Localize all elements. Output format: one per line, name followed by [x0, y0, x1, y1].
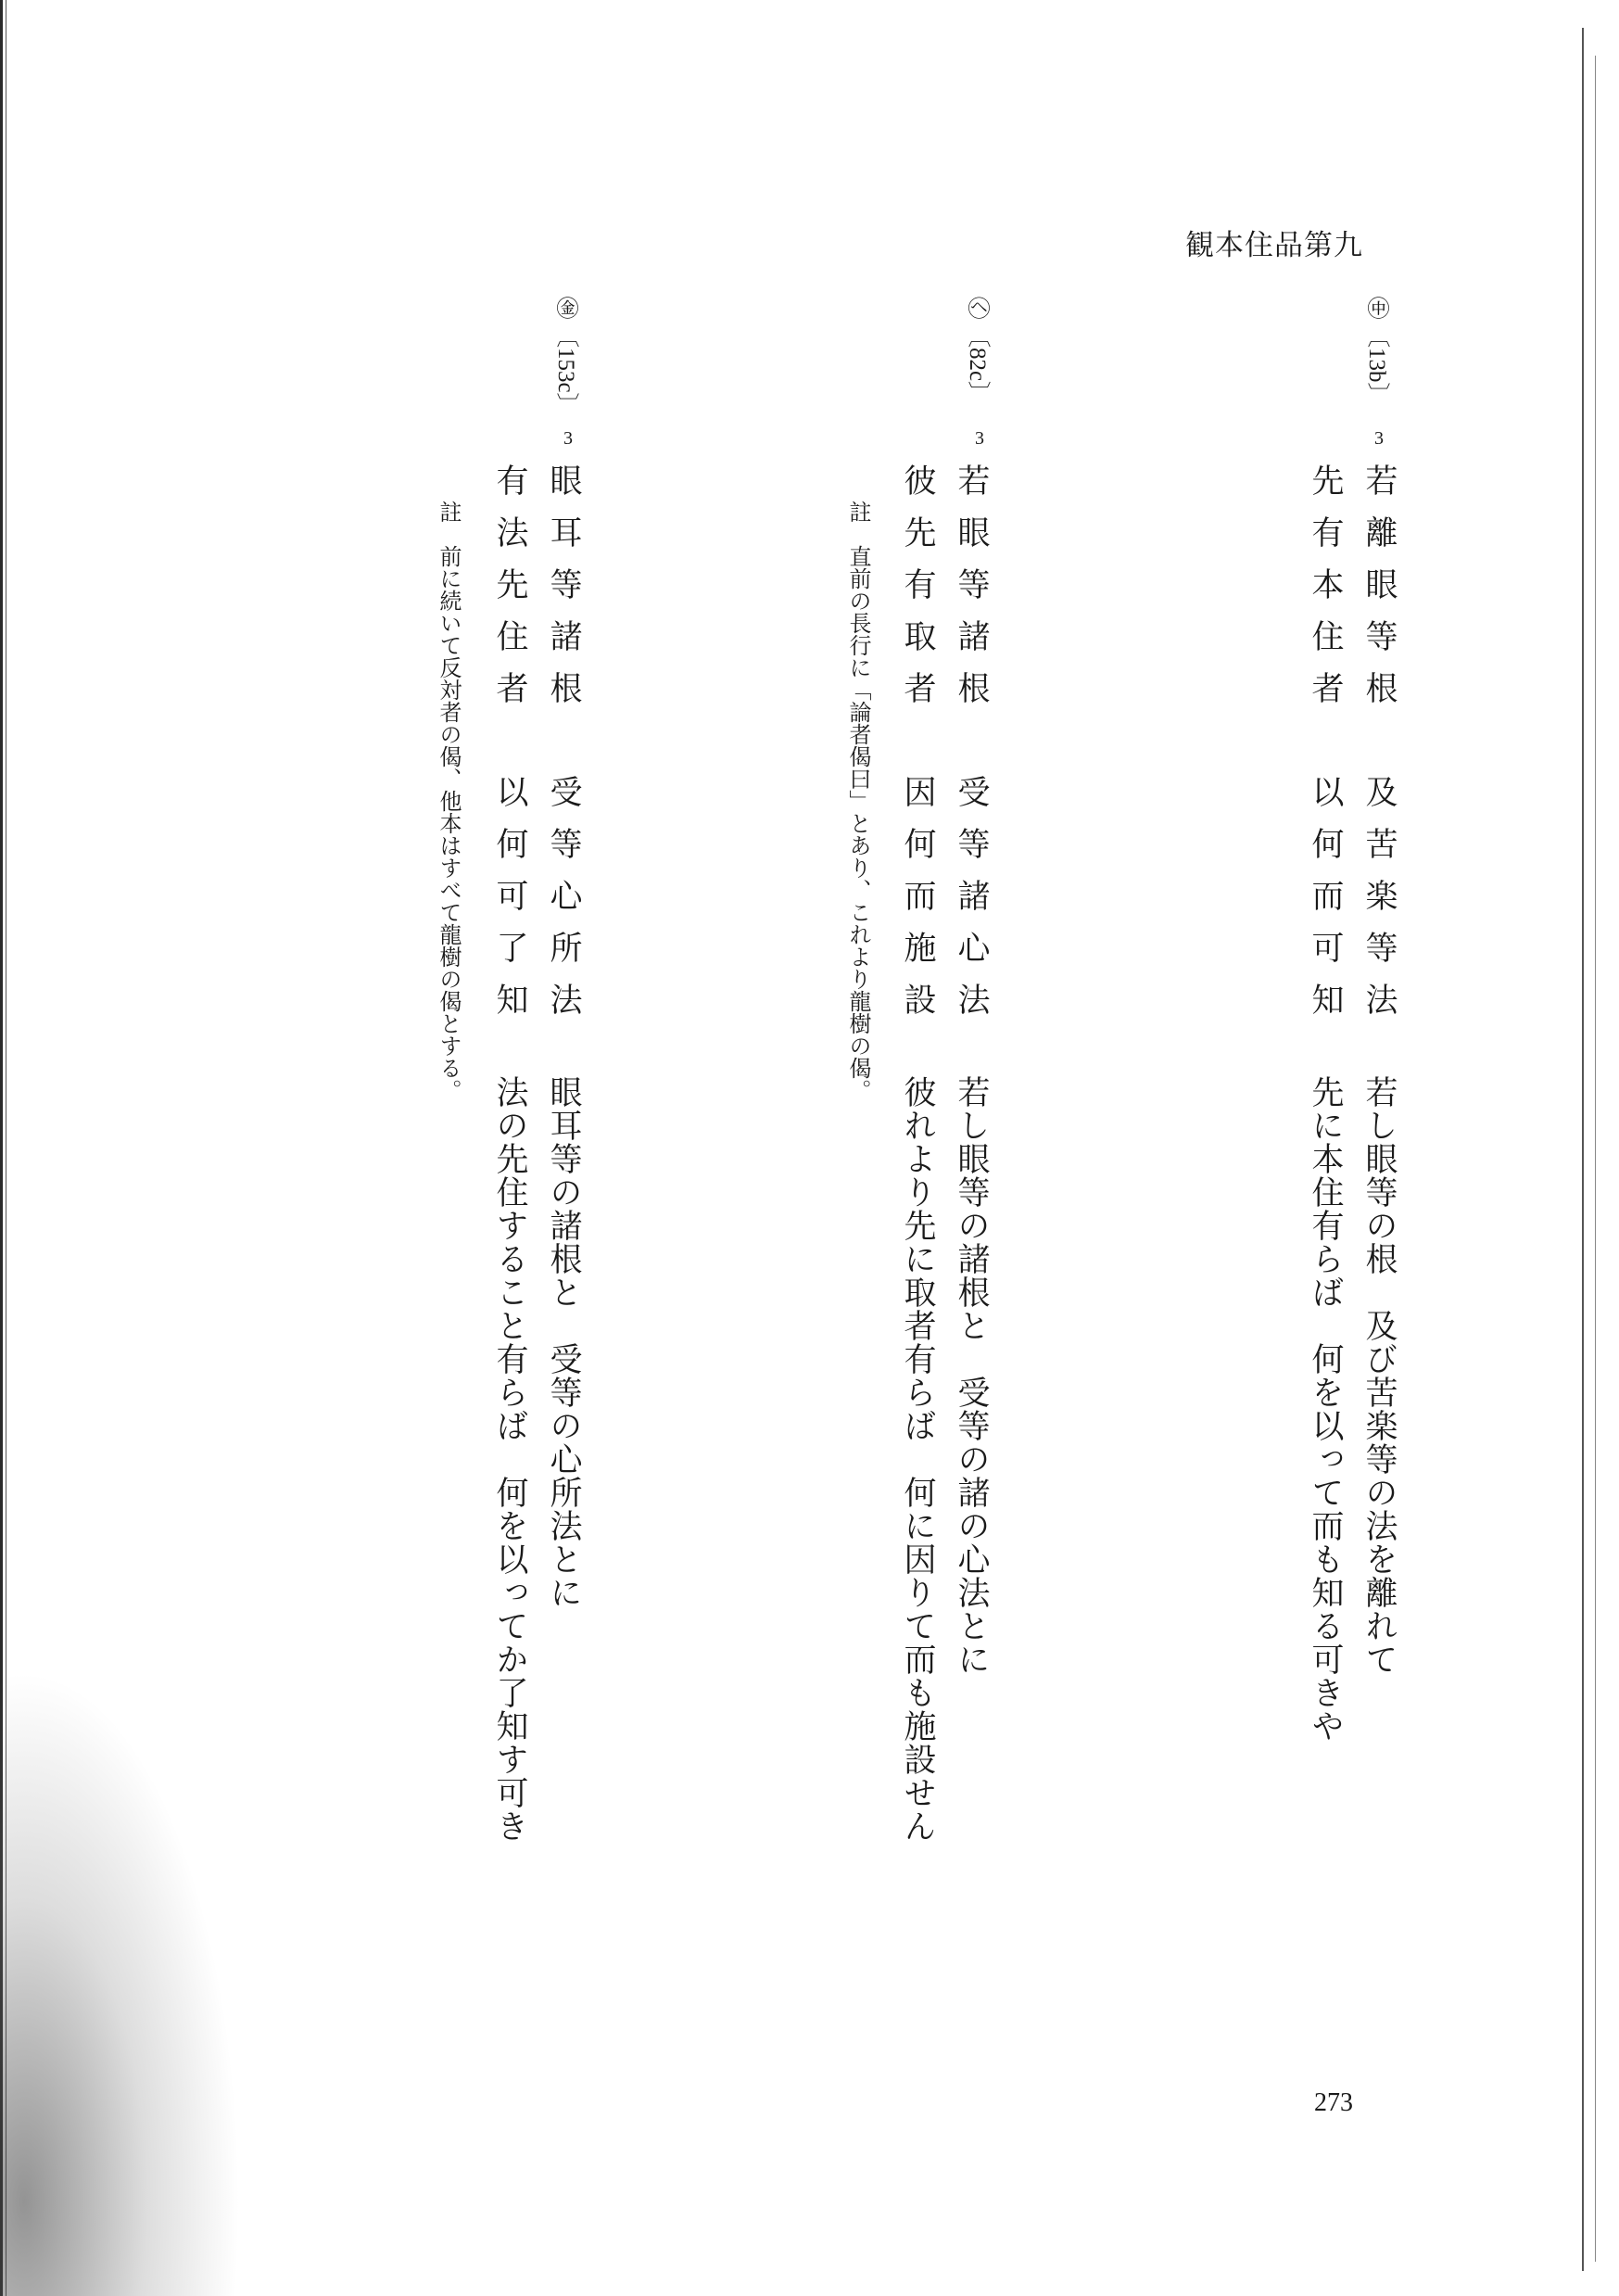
- page-number: 273: [1314, 2088, 1353, 2117]
- source-mark: ㋬: [964, 297, 990, 319]
- kundoku-line-1: 若し眼等の諸根と 受等の諸の心法とに: [953, 1075, 990, 1676]
- source-reference: 〔13b〕: [1364, 324, 1389, 406]
- footnote: 註 直前の長行に「論者偈曰」とあり、これより龍樹の偈。: [845, 501, 871, 1101]
- kanbun-line-2: 先有本住者 以何而可知: [1307, 463, 1344, 1034]
- kanbun-line-1: 若眼等諸根 受等諸心法: [953, 463, 990, 1034]
- kanbun-line-1: 眼耳等諸根 受等心所法: [545, 463, 582, 1034]
- reference-superscript: 3: [1374, 428, 1384, 449]
- kanbun-line-2: 彼先有取者 因何而施設: [899, 463, 936, 1034]
- kanbun-line-2: 有法先住者 以何可了知: [491, 463, 528, 1034]
- source-reference: 〔153c〕: [553, 324, 578, 416]
- kundoku-line-2: 彼れより先に取者有らば 何に因りて而も施設せん: [899, 1075, 936, 1843]
- kanbun-line-1: 若離眼等根 及苦楽等法: [1360, 463, 1398, 1034]
- source-reference: 〔82c〕: [965, 324, 990, 405]
- scan-line: [1595, 56, 1596, 2262]
- source-mark: ㊥: [1363, 297, 1389, 319]
- source-mark: ㊎: [552, 297, 578, 319]
- scan-line: [1582, 28, 1584, 2271]
- scan-smudge: [0, 1668, 241, 2296]
- footnote: 註 前に続いて反対者の偈、他本はすべて龍樹の偈とする。: [436, 501, 462, 1101]
- kundoku-line-2: 先に本住有らば 何を以って而も知る可きや: [1307, 1075, 1344, 1743]
- kundoku-line-1: 眼耳等の諸根と 受等の心所法とに: [545, 1075, 582, 1609]
- reference-superscript: 3: [975, 428, 984, 449]
- scan-edge-right: [1563, 0, 1619, 2296]
- chapter-header: 観本住品第九: [1185, 229, 1363, 262]
- kundoku-line-1: 若し眼等の根 及び苦楽等の法を離れて: [1360, 1075, 1398, 1676]
- kundoku-line-2: 法の先住すること有らば 何を以ってか了知す可き: [491, 1075, 528, 1843]
- reference-superscript: 3: [563, 428, 573, 449]
